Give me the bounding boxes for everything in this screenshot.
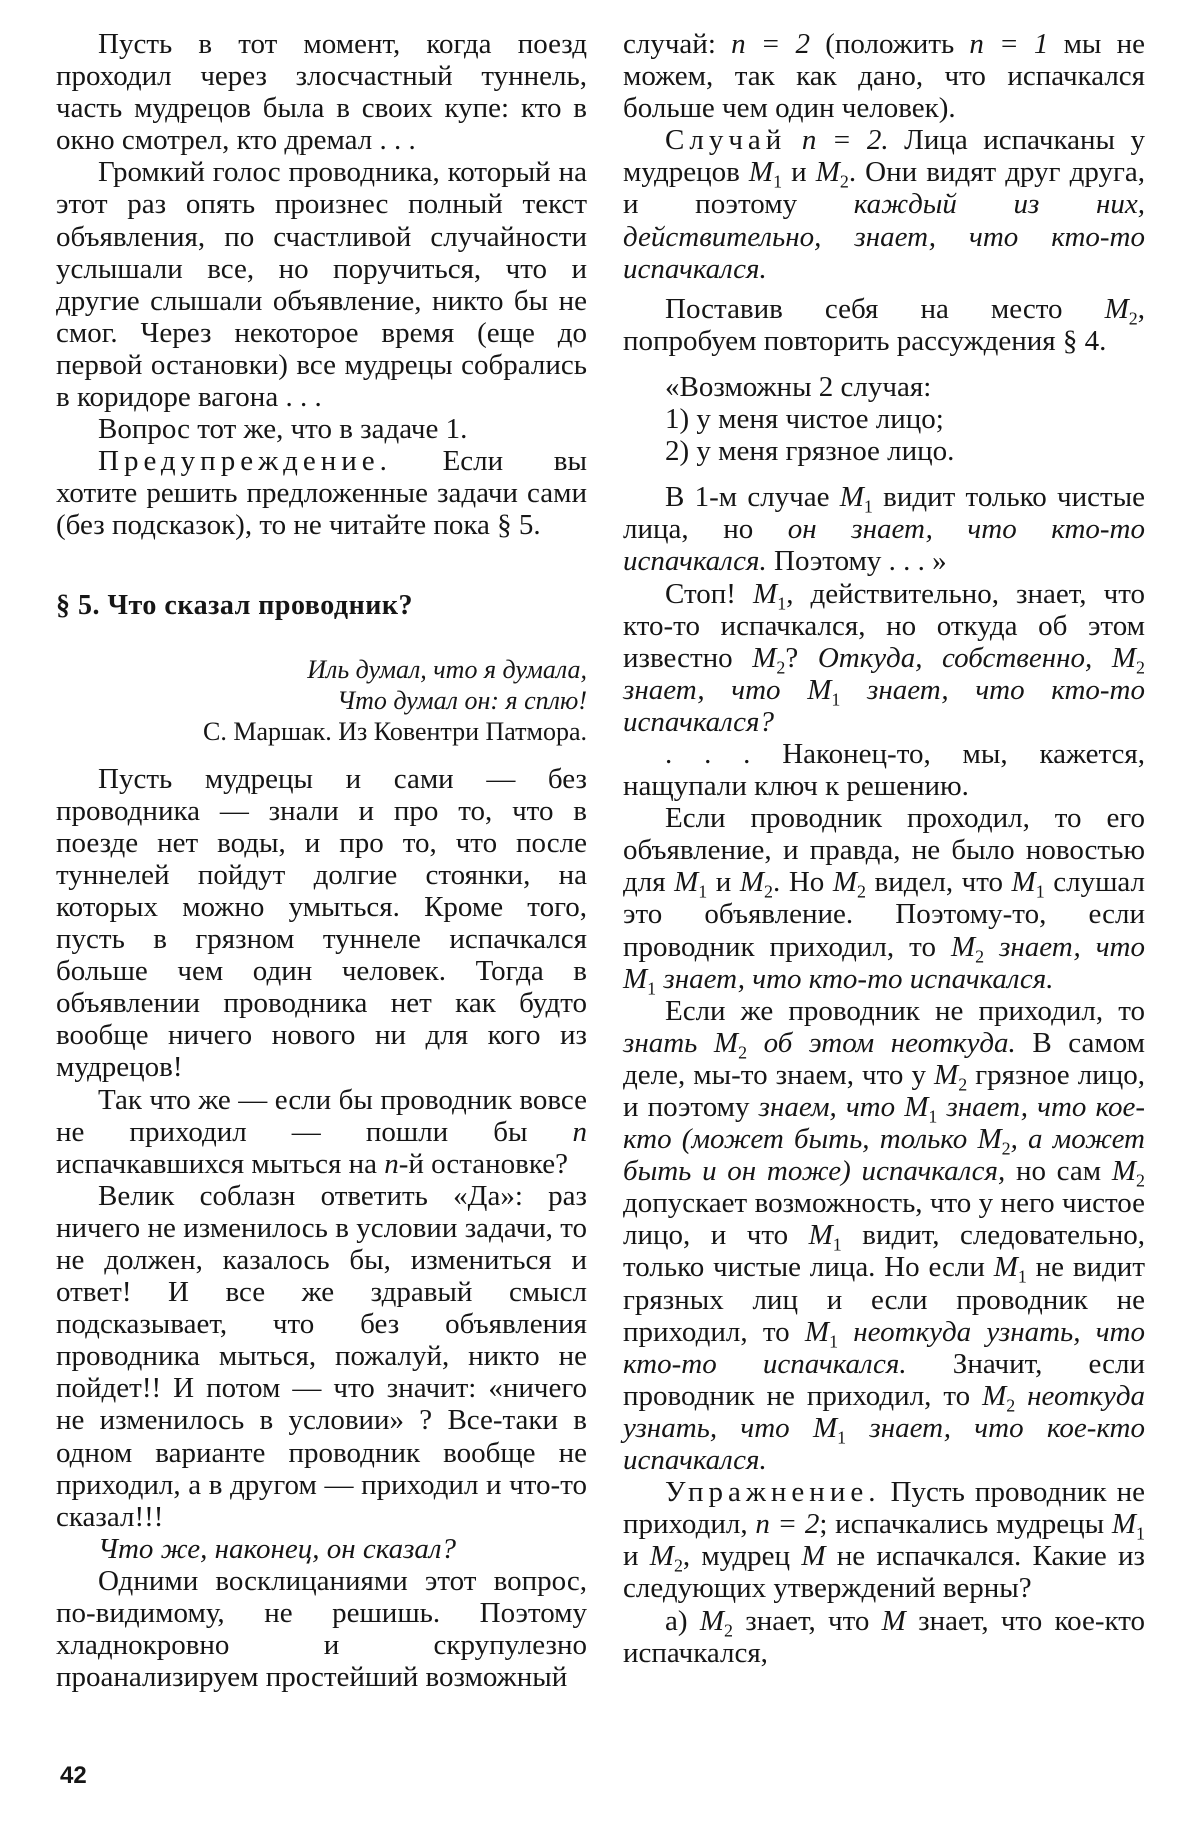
list-item: «Возможны 2 случая: bbox=[665, 370, 932, 403]
paragraph: Что же, наконец, он сказал? bbox=[98, 1532, 457, 1565]
list-item: 1) у меня чистое лицо; bbox=[665, 403, 944, 436]
paragraph: Случай n = 2. Лица испачканы у мудрецов $M_1$ и $M_2$. Они видят друг друга, и поэтому каждый из них, действительно, знает, что кто-то испачкался. bbox=[623, 124, 1146, 285]
paragraph: Стоп! $M_1$, действительно, знает, что кто-то испачкался, но откуда об этом известно $M_2$? Откуда, собственно, $M_2$ знает, что $M_1$ знает, что кто-то испачкался? bbox=[623, 577, 1146, 738]
section-heading: § 5. Что сказал проводник? bbox=[56, 589, 413, 621]
exercise-paragraph: Упражнение. Пусть проводник не приходил, n = 2; испачкались мудрецы $M_1$ и $M_2$, мудрец M не испачкался. Какие из следующих утверждений верны? bbox=[623, 1476, 1146, 1605]
epigraph-line: Что думал он: я сплю! bbox=[337, 685, 587, 715]
paragraph: . . . Наконец-то, мы, кажется, нащупали ключ к решению. bbox=[623, 737, 1145, 803]
left-column bbox=[56, 28, 587, 1693]
paragraph: Громкий голос проводника, который на этот раз опять произнес полный текст объявления, по счастливой случайности услышали все, но поручиться, что и другие слышали объявление, никто бы не смог. Через некоторое время (еще до первой остановки) все мудрецы собрались в коридоре вагона . . . bbox=[56, 156, 587, 414]
paragraph: Пусть в тот момент, когда поезд проходил через злосчастный туннель, часть мудрецов была в своих купе: кто в окно смотрел, кто дремал . . . bbox=[56, 28, 587, 157]
paragraph: Так что же — если бы проводник вовсе не приходил — пошли бы n испачкавшихся мыться на n-й остановке? bbox=[56, 1083, 587, 1180]
warning-paragraph: Предупреждение. Если вы хотите решить предложенные задачи сами (без подсказок), то не читайте пока § 5. bbox=[56, 445, 587, 542]
quote-list bbox=[623, 371, 1145, 467]
right-column bbox=[623, 28, 1145, 1669]
exercise-item: а) $M_2$ знает, что M знает, что кое-кто испачкался, bbox=[623, 1604, 1145, 1669]
paragraph: случай: n = 2 (положить n = 1 мы не можем, так как дано, что испачкался больше чем один человек). bbox=[623, 28, 1145, 125]
paragraph: Если же проводник не приходил, то знать $M_2$ об этом неоткуда. В самом деле, мы-то знаем, что у $M_2$ грязное лицо, и поэтому знаем, что $M_1$ знает, что кое-кто (может быть, только $M_2$, а может быть и он тоже) испачкался, но сам $M_2$ допускает возможность, что у него чистое лицо, и что $M_1$ видит, следовательно, только чистые лица. Но если $M_1$ не видит грязных лиц и если проводник не приходил, то $M_1$ неоткуда узнать, что кто-то испачкался. Значит, если проводник не приходил, то $M_2$ неоткуда узнать, что $M_1$ знает, что кое-кто испачкался. bbox=[623, 994, 1146, 1477]
paragraph: Вопрос тот же, что в задаче 1. bbox=[98, 413, 468, 446]
epigraph-line: Иль думал, что я думала, bbox=[307, 654, 587, 684]
warning-lead: Предупреждение. bbox=[98, 445, 392, 478]
page-number: 42 bbox=[60, 1762, 87, 1789]
epigraph-source: С. Маршак. Из Ковентри Патмора. bbox=[203, 716, 587, 746]
paragraph: Одними восклицаниями этот вопрос, по-видимому, не решишь. Поэтому хладнокровно и скрупулезно проанализируем простейший возможный bbox=[56, 1564, 587, 1694]
paragraph: Велик соблазн ответить «Да»: раз ничего не изменилось в условии задачи, то не должен, казалось бы, измениться и ответ! И все же здравый смысл подсказывает, что без объявления проводника мыться, пожалуй, никто не пойдет!! И потом — что значит: «ничего не изменилось в условии» ? Все-таки в одном варианте проводник вообще не приходил, а в другом — приходил и что-то сказал!!! bbox=[56, 1179, 587, 1533]
paragraph: Поставив себя на место $M_2$, попробуем повторить рассуждения § 4. bbox=[623, 292, 1145, 357]
paragraph: В 1-м случае $M_1$ видит только чистые лица, но он знает, что кто-то испачкался. Поэтому . . . » bbox=[623, 481, 1145, 578]
paragraph: Если проводник проходил, то его объявление, и правда, не было новостью для $M_1$ и $M_2$. Но $M_2$ видел, что $M_1$ слушал это объявление. Поэтому-то, если проводник приходил, то $M_2$ знает, что $M_1$ знает, что кто-то испачкался. bbox=[623, 802, 1145, 998]
paragraph: Пусть мудрецы и сами — без проводника — знали и про то, что в поезде нет воды, и про то, что после туннелей пойдут долгие стоянки, на которых можно умыться. Кроме того, пусть в грязном туннеле испачкался больше чем один человек. Тогда в объявлении проводника нет как будто вообще ничего нового ни для кого из мудрецов! bbox=[56, 762, 587, 1084]
list-item: 2) у меня грязное лицо. bbox=[665, 435, 955, 468]
